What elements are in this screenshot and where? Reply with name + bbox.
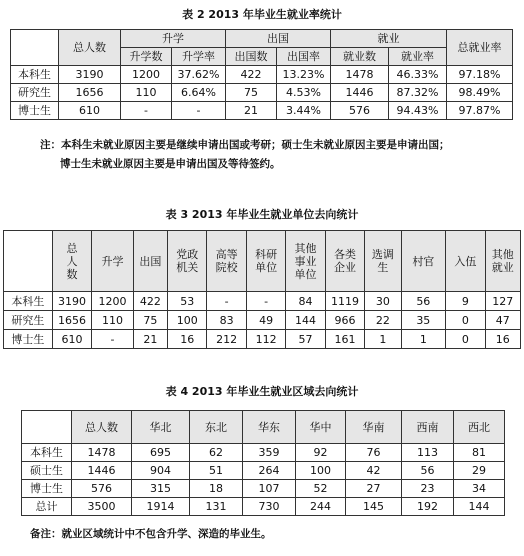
table-cell: 27 [346,480,402,498]
table-cell: 1 [401,330,446,349]
table-cell: 576 [72,480,132,498]
table3-header-gov [167,231,206,292]
table-cell: 16 [167,330,206,349]
table4-header-south: 华南 [346,411,402,444]
table-cell: 47 [485,311,520,330]
table-row [4,292,521,311]
table-cell: - [92,330,134,349]
table3-header-research [246,231,285,292]
table-cell: 131 [190,498,243,516]
row-label: 研究生 [4,311,53,330]
table-cell: 422 [133,292,167,311]
table-cell: 100 [296,462,346,480]
table-cell: 1119 [325,292,364,311]
table4-header-east: 华东 [243,411,296,444]
table-cell: 83 [207,311,246,330]
table2-header-further-rate: 升学率 [172,48,226,66]
table-cell: 94.43% [389,102,447,120]
table-cell: 145 [346,498,402,516]
table-cell: 359 [243,444,296,462]
row-label: 博士生 [22,480,72,498]
table-cell: 1 [365,330,401,349]
table4-header-northeast: 东北 [190,411,243,444]
table-cell: 1656 [59,84,121,102]
table-cell: 107 [243,480,296,498]
table-cell: 13.23% [277,66,331,84]
table4-header-total: 总人数 [72,411,132,444]
table-cell: - [246,292,285,311]
table-cell: 42 [346,462,402,480]
table-cell: 212 [207,330,246,349]
table-cell: 144 [454,498,505,516]
table3-header-army: 入伍 [446,231,485,292]
table-cell: 9 [446,292,485,311]
table-cell: 97.18% [447,66,513,84]
table4-header-central: 华中 [296,411,346,444]
table-row [11,66,513,84]
table-cell: 576 [331,102,389,120]
table3-header-village: 村官 [401,231,446,292]
table-cell: 264 [243,462,296,480]
row-label: 研究生 [11,84,59,102]
table-cell: 92 [296,444,346,462]
table-cell: 49 [246,311,285,330]
table3-header-other-emp [485,231,520,292]
table-cell: 52 [296,480,346,498]
table-cell: 127 [485,292,520,311]
table-cell: 904 [132,462,190,480]
table-cell: 21 [133,330,167,349]
table-cell: 29 [454,462,505,480]
table-row [22,462,505,480]
table3-header-research-text: 科研 单位 [255,248,278,274]
row-label: 总计 [22,498,72,516]
table-cell: 144 [286,311,325,330]
table3-header-other-inst [286,231,325,292]
row-label: 本科生 [4,292,53,311]
table-cell: 610 [52,330,91,349]
table-row [4,311,521,330]
table3-header-other-inst-text: 其他 事业 单位 [294,241,317,281]
table-cell: 3500 [72,498,132,516]
table-cell: 1200 [92,292,134,311]
table-cell: 16 [485,330,520,349]
table-cell: 51 [190,462,243,480]
table-cell: 113 [402,444,454,462]
table-cell: 75 [226,84,277,102]
table-cell: 76 [346,444,402,462]
table-cell: 0 [446,311,485,330]
table-cell: 0 [446,330,485,349]
table2-header-total: 总人数 [59,30,121,66]
row-label: 本科生 [11,66,59,84]
row-label: 博士生 [11,102,59,120]
table-cell: 3.44% [277,102,331,120]
table-cell: 56 [402,462,454,480]
table3-header-selected [365,231,401,292]
table3-header-enterprise-text: 各类 企业 [333,248,356,274]
row-label: 硕士生 [22,462,72,480]
table-cell: 57 [286,330,325,349]
table-cell: 62 [190,444,243,462]
table3-caption: 表 3 2013 年毕业生就业单位去向统计 [165,208,359,221]
table-cell: 100 [167,311,206,330]
table-cell: 730 [243,498,296,516]
table-cell: 22 [365,311,401,330]
table2-header-emp-rate: 就业率 [389,48,447,66]
table2-header-employment: 就业 [331,30,447,48]
table-cell: 966 [325,311,364,330]
table3-header-total-text: 总 人 数 [66,241,78,281]
table-cell: 18 [190,480,243,498]
table-row [11,102,513,120]
table-row [4,330,521,349]
table-cell: 84 [286,292,325,311]
table2-header-abroad-rate: 出国率 [277,48,331,66]
table-cell: 1478 [331,66,389,84]
table-cell: 46.33% [389,66,447,84]
table2-header-abroad: 出国 [226,30,331,48]
table4-region-destination [21,410,505,516]
table-cell: 161 [325,330,364,349]
table-cell: 34 [454,480,505,498]
table-cell: 1446 [331,84,389,102]
table-cell: 1446 [72,462,132,480]
table-cell: 37.62% [172,66,226,84]
table-cell: 244 [296,498,346,516]
table-cell: 3190 [52,292,91,311]
table2-header-overall-rate: 总就业率 [447,30,513,66]
table2-header-further-count: 升学数 [121,48,172,66]
table-row [22,498,505,516]
table3-header-further: 升学 [92,231,134,292]
table2-employment-rate [10,29,513,120]
table-row [22,480,505,498]
table-cell: 30 [365,292,401,311]
table-cell: 75 [133,311,167,330]
table-cell: - [121,102,172,120]
table3-employer-destination [3,230,521,349]
table3-header-abroad: 出国 [133,231,167,292]
table-cell: 1914 [132,498,190,516]
table-cell: 23 [402,480,454,498]
table-cell: 6.64% [172,84,226,102]
table4-caption: 表 4 2013 年毕业生就业区域去向统计 [165,385,359,398]
table-cell: 1656 [52,311,91,330]
table-cell: 53 [167,292,206,311]
table3-corner [4,231,53,292]
table-cell: 695 [132,444,190,462]
table-row [22,444,505,462]
table-cell: 192 [402,498,454,516]
table2-note-line1: 注：本科生未就业原因主要是继续申请出国或考研；硕士生未就业原因主要是申请出国； [40,139,450,151]
table3-header-total [52,231,91,292]
table-cell: 1478 [72,444,132,462]
table-cell: 3190 [59,66,121,84]
table-cell: 21 [226,102,277,120]
table-cell: 315 [132,480,190,498]
table2-header-emp-count: 就业数 [331,48,389,66]
table2-caption: 表 2 2013 年毕业生就业率统计 [182,8,342,21]
table4-note: 备注：就业区域统计中不包含升学、深造的毕业生。 [30,528,272,540]
table-cell: 4.53% [277,84,331,102]
table3-header-enterprise [325,231,364,292]
table-cell: 35 [401,311,446,330]
table3-header-univ-text: 高等 院校 [215,248,238,274]
table2-header-further-study: 升学 [121,30,226,48]
table-cell: 98.49% [447,84,513,102]
table-cell: - [207,292,246,311]
table-cell: 610 [59,102,121,120]
table2-note-line2: 博士生未就业原因主要是申请出国及等待签约。 [60,158,281,170]
table4-header-southwest: 西南 [402,411,454,444]
table3-header-other-emp-text: 其他 就业 [491,248,514,274]
table-cell: 97.87% [447,102,513,120]
table-cell: 1200 [121,66,172,84]
table3-header-gov-text: 党政 机关 [176,248,199,274]
table-cell: 87.32% [389,84,447,102]
table3-header-selected-text: 选调 生 [371,248,394,274]
table-cell: 81 [454,444,505,462]
row-label: 博士生 [4,330,53,349]
table2-header-abroad-count: 出国数 [226,48,277,66]
table-row [11,84,513,102]
table-cell: 422 [226,66,277,84]
table4-header-north: 华北 [132,411,190,444]
table4-header-northwest: 西北 [454,411,505,444]
table-cell: 110 [121,84,172,102]
table-cell: 56 [401,292,446,311]
table3-header-univ [207,231,246,292]
table2-corner [11,30,59,66]
table-cell: 112 [246,330,285,349]
row-label: 本科生 [22,444,72,462]
table4-corner [22,411,72,444]
table-cell: 110 [92,311,134,330]
table-cell: - [172,102,226,120]
